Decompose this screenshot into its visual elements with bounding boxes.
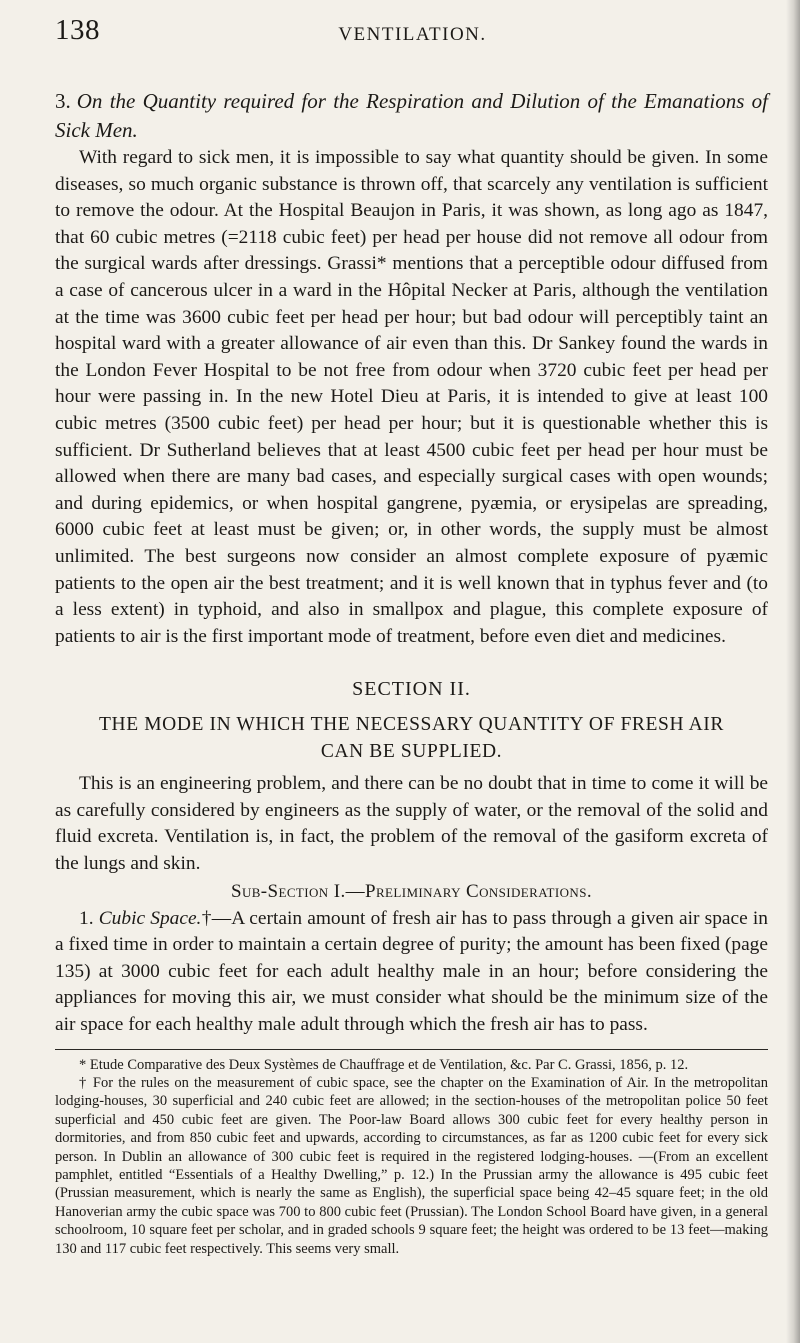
page-number: 138	[55, 14, 100, 46]
subsection-label: Sub-Section I.	[230, 880, 346, 902]
running-head: VENTILATION.	[338, 24, 487, 45]
item-number: 1.	[79, 907, 94, 929]
footnote-grassi: * Etude Comparative des Deux Systèmes de Chauffrage et de Ventilation, &c. Par C. Grassi, 1856, p. 12.	[79, 1056, 689, 1073]
section-heading: SECTION II.	[352, 678, 471, 701]
page-header	[55, 14, 770, 54]
subsection-3-title-text: On the Quantity required for the Respiration and Dilution of the Emanations of Sick Men.	[55, 89, 768, 142]
body-text	[55, 87, 768, 1258]
footnote-cubic-space: † For the rules on the measurement of cubic space, see the chapter on the Examination of Air. In the metropolitan lodging-houses, 30 superficial and 240 cubic feet are allowed; in the section-houses of the metropolitan police 50 feet superficial and 450 cubic feet are given. The Poor-law Board allows 300 cubic feet for every healthy person in dormitories, and from 850 cubic feet and upwards, according to circumstances, as far as 1200 cubic feet for every sick person. In Dublin an allowance of 300 cubic feet is required in the registered lodging-houses. —(From an excellent pamphlet, entitled “Essentials of a Healthy Dwelling,” p. 12.) In the Prussian army the allowance is 495 cubic feet (Prussian measurement, which is nearly the same as English), the superficial space being 42–45 square feet; in the old Hanoverian army the cubic space was 700 to 800 cubic feet (Prussian). The London School Board have given, in a general schoolroom, 10 square feet per scholar, and in graded schools 9 square feet; the height was ordered to be 13 feet—making 130 and 117 cubic feet respectively. This seems very small.	[55, 1075, 768, 1257]
subsection-3-title	[55, 87, 768, 145]
scan-shadow-edge	[786, 0, 800, 1343]
paragraph-engineering-problem: This is an engineering problem, and there can be no doubt that in time to come it will be as carefully considered by engineers as the supply of water, or the removal of the solid and fluid excreta. Ventilation is, in fact, the problem of the removal of the gasiform excreta of the lungs and skin.	[55, 773, 768, 875]
section-subtitle: THE MODE IN WHICH THE NECESSARY QUANTITY OF FRESH AIR CAN BE SUPPLIED.	[99, 714, 724, 763]
subsection-heading	[55, 881, 768, 903]
subsection-dash: —	[345, 880, 365, 902]
subsection-title: Preliminary Considerations.	[365, 880, 592, 902]
paragraph-cubic-space	[55, 906, 768, 1039]
footnote-divider	[55, 1049, 768, 1050]
subsection-3-number: 3.	[55, 89, 71, 113]
footnote-marker: †	[201, 907, 212, 929]
item-title: Cubic Space.	[98, 907, 202, 929]
item-text: —A certain amount of fresh air has to pass through a given air space in a fixed time in order to maintain a certain degree of purity; the amount has been fixed (page 135) at 3000 cubic feet for each adult healthy male in an hour; before considering the appliances for moving this air, we must consider what should be the minimum size of the air space for each healthy male adult through which the fresh air has to pass.	[55, 907, 768, 1036]
paragraph-sick-men: With regard to sick men, it is impossible to say what quantity should be given. In some diseases, so much organic substance is thrown off, that scarcely any ventilation is sufficient to remove the odour. At the Hospital Beaujon in Paris, it was shown, as long ago as 1847, that 60 cubic metres (=2118 cubic feet) per head per house did not remove all odour from the surgical wards after dressings. Grassi* mentions that a perceptible odour diffused from a case of cancerous ulcer in a ward in the Hôpital Necker at Paris, although the ventilation at the time was 3600 cubic feet per head per hour; but bad odour will perceptibly taint an hospital ward with a greater allowance of air even than this. Dr Sankey found the wards in the London Fever Hospital to be not free from odour when 3720 cubic feet per head per hour were passing in. In the new Hotel Dieu at Paris, it is intended to give at least 100 cubic metres (3500 cubic feet) per head per hour; but it is questionable whether this is sufficient. Dr Sutherland believes that at least 4500 cubic feet per head per hour must be allowed when there are many bad cases, and especially surgical cases with open wounds; and during epidemics, or when hospital gangrene, pyæmia, or erysipelas are spreading, 6000 cubic feet at least must be given; or, in other words, the supply must be almost unlimited. The best surgeons now consider an almost complete exposure of pyæmic patients to the open air the best treatment; and it is well known that in typhus fever and (to a less extent) in typhoid, and also in smallpox and plague, this complete exposure of patients to air is the first important mode of treatment, before even diet and medicines.	[55, 147, 768, 647]
